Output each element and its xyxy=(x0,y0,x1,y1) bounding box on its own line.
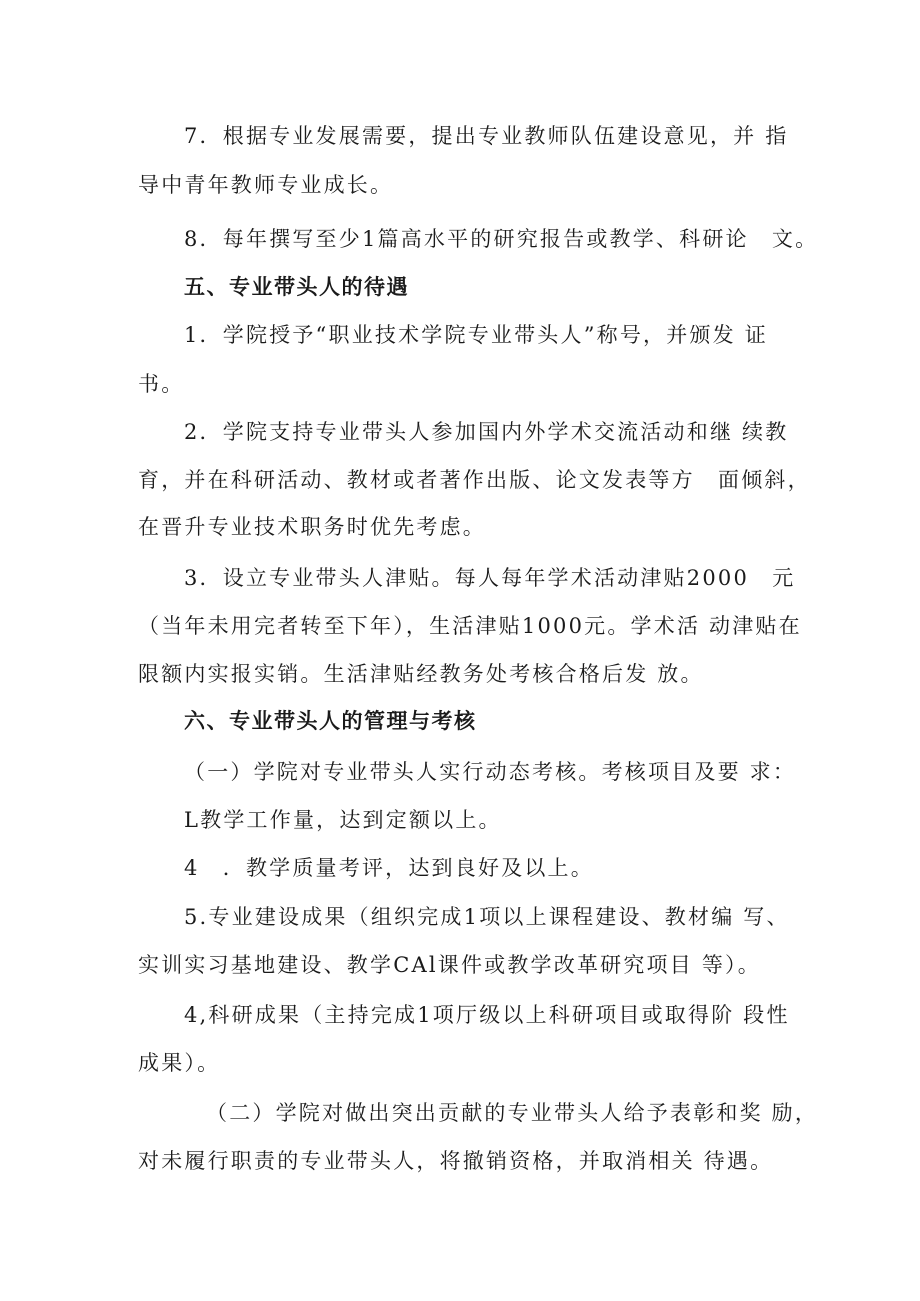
benefit-3-line-1: 3．设立专业带头人津贴。每人每年学术活动津贴2000 元 xyxy=(184,566,796,590)
benefit-3-line-3: 限额内实报实销。生活津贴经教务处考核合格后发 放。 xyxy=(138,662,704,686)
assessment-1-intro: （一）学院对专业带头人实行动态考核。考核项目及要 求： xyxy=(184,760,797,784)
section-5-heading: 五、专业带头人的待遇 xyxy=(184,275,409,299)
item-8-line: 8．每年撰写至少1篇高水平的研究报告或教学、科研论 文。 xyxy=(184,227,819,251)
benefit-3-line-2: （当年未用完者转至下年），生活津贴1000元。学术活 动津贴在 xyxy=(138,614,802,638)
benefit-2-line-3: 在晋升专业技术职务时优先考虑。 xyxy=(138,515,486,539)
assessment-item-research-line-2: 成果）。 xyxy=(138,1051,221,1075)
benefit-2-line-2: 育，并在科研活动、教材或者著作出版、论文发表等方 面倾斜， xyxy=(138,468,811,492)
assessment-2-line-1: （二）学院对做出突出贡献的专业带头人给予表彰和奖 励， xyxy=(206,1101,819,1125)
benefit-1-line-2: 书。 xyxy=(138,372,185,396)
item-7-line-2: 导中青年教师专业成长。 xyxy=(138,173,394,197)
assessment-item-construction-line-1: 5.专业建设成果（组织完成1项以上课程建设、教材编 写、 xyxy=(184,905,790,929)
benefit-1-line-1: 1．学院授予“职业技术学院专业带头人”称号，并颁发 证 xyxy=(184,323,768,347)
assessment-item-construction-line-2: 实训实习基地建设、教学CAl课件或教学改革研究项目 等）。 xyxy=(138,953,761,977)
section-6-heading: 六、专业带头人的管理与考核 xyxy=(184,709,477,733)
item-7-line-1: 7．根据专业发展需要，提出专业教师队伍建设意见，并 指 xyxy=(184,124,789,148)
assessment-item-quality: 4 ．教学质量考评，达到良好及以上。 xyxy=(184,856,594,880)
assessment-item-research-line-1: 4,科研成果（主持完成1项厅级以上科研项目或取得阶 段性 xyxy=(184,1003,790,1027)
benefit-2-line-1: 2．学院支持专业带头人参加国内外学术交流活动和继 续教 xyxy=(184,420,789,444)
assessment-2-line-2: 对未履行职责的专业带头人，将撤销资格，并取消相关 待遇。 xyxy=(138,1149,774,1173)
assessment-item-workload: L教学工作量，达到定额以上。 xyxy=(184,808,502,832)
